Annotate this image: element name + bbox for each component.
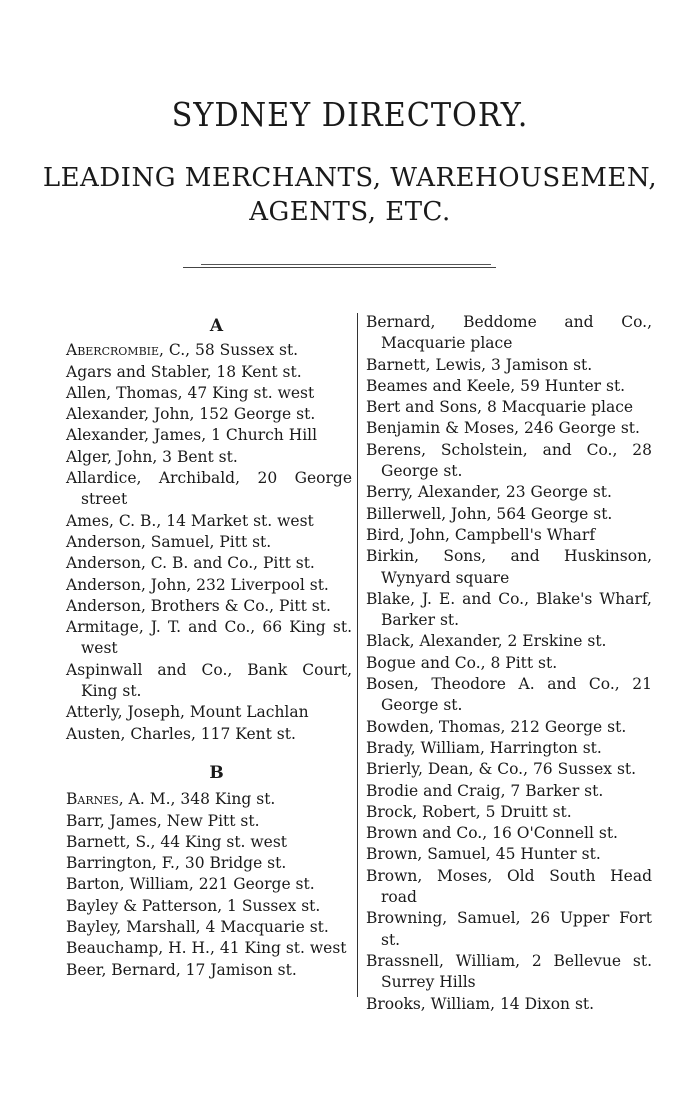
directory-entry: Blake, J. E. and Co., Blake's Wharf, Barker st. (366, 589, 652, 630)
directory-entry: Brooks, William, 14 Dixon st. (366, 994, 595, 1013)
directory-entry: Beer, Bernard, 17 Jamison st. (66, 960, 297, 979)
directory-entry: Bogue and Co., 8 Pitt st. (366, 653, 558, 672)
directory-entry: Brodie and Craig, 7 Barker st. (366, 781, 604, 800)
directory-entry: Black, Alexander, 2 Erskine st. (366, 632, 607, 651)
directory-entry: Aspinwall and Co., Bank Court, King st. (66, 660, 352, 701)
directory-entry: Browning, Samuel, 26 Upper Fort st. (366, 909, 652, 949)
directory-entry: Barrington, F., 30 Bridge st. (66, 854, 287, 873)
directory-entry: Benjamin & Moses, 246 George st. (366, 419, 640, 438)
directory-entry: Billerwell, John, 564 George st. (366, 504, 613, 523)
directory-entry: Birkin, Sons, and Huskinson, Wynyard square (366, 547, 652, 587)
page-title: SYDNEY DIRECTORY. (171, 95, 529, 134)
directory-entry: Brierly, Dean, & Co., 76 Sussex st. (366, 760, 637, 779)
directory-entry: Bayley & Patterson, 1 Sussex st. (66, 896, 321, 915)
directory-entry: Atterly, Joseph, Mount Lachlan (66, 703, 309, 722)
directory-entry: Alger, John, 3 Bent st. (66, 447, 238, 466)
directory-entry: Brown, Moses, Old South Head road (366, 866, 652, 907)
section-letter-a: A (209, 316, 224, 336)
directory-entry: Bayley, Marshall, 4 Macquarie st. (66, 918, 329, 937)
directory-entry: Beauchamp, H. H., 41 King st. west (66, 939, 347, 958)
directory-entry (66, 789, 352, 810)
directory-entry: Alexander, James, 1 Church Hill (66, 426, 318, 445)
directory-entry: Berens, Scholstein, and Co., 28 George st. (366, 440, 652, 481)
entry-lead-name: Barnes, (66, 790, 124, 809)
directory-entry: Beames and Keele, 59 Hunter st. (366, 376, 626, 395)
directory-entry: Allen, Thomas, 47 King st. west (66, 383, 315, 402)
directory-entry: Bowden, Thomas, 212 George st. (366, 717, 627, 736)
directory-entry: Anderson, John, 232 Liverpool st. (66, 575, 329, 594)
directory-entry: Anderson, C. B. and Co., Pitt st. (66, 554, 315, 573)
subtitle-line-2: AGENTS, ETC. (249, 197, 451, 227)
directory-entry: Ames, C. B., 14 Market st. west (66, 511, 314, 530)
entry-rest: C., 58 Sussex st. (163, 341, 299, 360)
entry-lead-name: Abercrombie, (66, 341, 164, 360)
directory-entry: Barr, James, New Pitt st. (66, 811, 260, 830)
directory-entry: Barnett, S., 44 King st. west (66, 832, 288, 851)
directory-entry: Barnett, Lewis, 3 Jamison st. (366, 355, 593, 374)
directory-entry: Brock, Robert, 5 Druitt st. (366, 802, 572, 821)
directory-entry: Bert and Sons, 8 Macquarie place (366, 398, 634, 417)
directory-entry: Brady, William, Harrington st. (366, 738, 602, 757)
directory-entry: Anderson, Brothers & Co., Pitt st. (66, 596, 331, 615)
directory-entry (66, 340, 352, 361)
directory-entry: Bosen, Theodore A. and Co., 21 George st. (366, 675, 652, 715)
decorative-rule (183, 264, 496, 269)
left-column (66, 312, 352, 981)
subtitle-line-1: LEADING MERCHANTS, WAREHOUSEMEN, (42, 163, 658, 193)
directory-entry: Alexander, John, 152 George st. (66, 405, 316, 424)
column-divider (357, 313, 358, 997)
directory-entry: Brown and Co., 16 O'Connell st. (366, 824, 618, 843)
directory-entry: Bird, John, Campbell's Wharf (366, 525, 596, 544)
directory-entry: Armitage, J. T. and Co., 66 King st. west (66, 618, 352, 658)
directory-entry: Anderson, Samuel, Pitt st. (66, 532, 272, 551)
directory-entry: Austen, Charles, 117 Kent st. (66, 724, 296, 743)
directory-entry: Brown, Samuel, 45 Hunter st. (366, 845, 601, 864)
entry-rest: A. M., 348 King st. (123, 790, 276, 809)
right-column (366, 312, 652, 1015)
directory-entry: Barton, William, 221 George st. (66, 875, 315, 894)
directory-entry: Allardice, Archibald, 20 George street (66, 469, 352, 509)
directory-entry: Bernard, Beddome and Co., Macquarie place (366, 313, 652, 353)
section-letter-b: B (209, 762, 224, 783)
directory-entry: Brassnell, William, 2 Bellevue st. Surrey Hills (366, 951, 652, 992)
directory-entry: Berry, Alexander, 23 George st. (366, 483, 612, 502)
directory-entry: Agars and Stabler, 18 Kent st. (66, 362, 302, 381)
